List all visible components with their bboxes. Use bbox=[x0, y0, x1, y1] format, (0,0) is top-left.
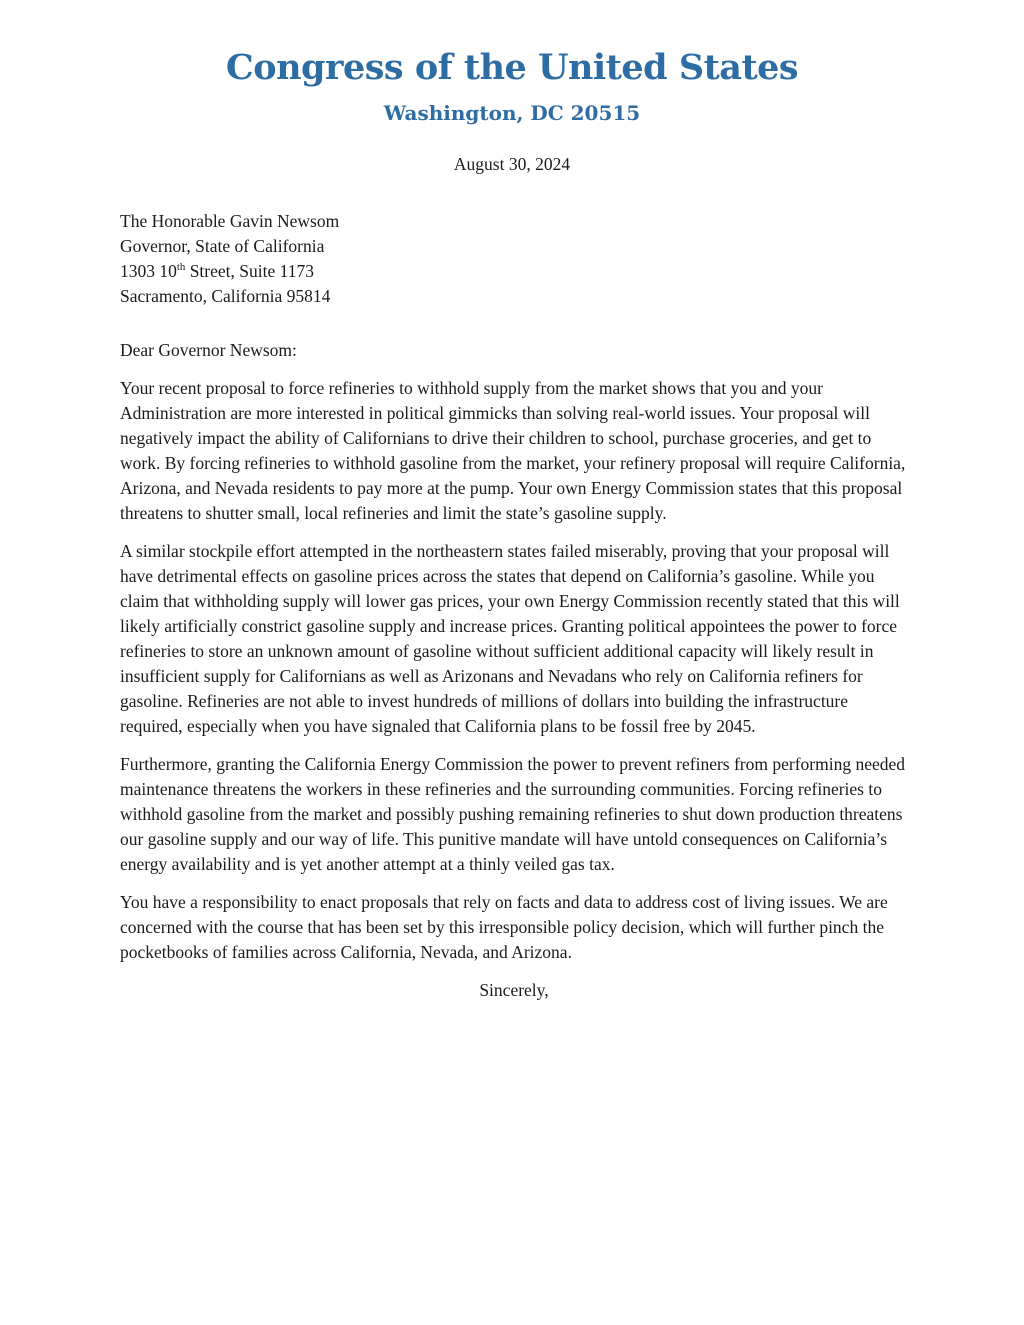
recipient-street-number: 1303 10 bbox=[120, 261, 177, 281]
recipient-street-rest: Street, Suite 1173 bbox=[185, 261, 314, 281]
body-paragraph-4: You have a responsibility to enact proposals that rely on facts and data to address cost of living issues. We are concerned with the course that has been set by this irresponsible policy decision, which will further pinch the pocketbooks of families across California, Nevada, and Arizona. bbox=[120, 892, 888, 962]
recipient-address-block bbox=[120, 209, 908, 309]
letter-date: August 30, 2024 bbox=[453, 154, 571, 174]
letterhead bbox=[0, 0, 1024, 125]
recipient-name: The Honorable Gavin Newsom bbox=[120, 211, 340, 231]
letterhead-subtitle: Washington, DC 20515 bbox=[383, 101, 641, 125]
recipient-street bbox=[120, 259, 908, 284]
body-paragraph-3: Furthermore, granting the California Energy Commission the power to prevent refiners from performing needed maintenance threatens the workers in these refineries and the surrounding communities. Forcing refineries to withhold gasoline from the market and possibly pushing remaining refineries to shut down production threatens our gasoline supply and our way of life. This punitive mandate will have untold consequences on California’s energy availability and is yet another attempt at a thinly veiled gas tax. bbox=[120, 754, 906, 874]
body-paragraph-1: Your recent proposal to force refineries to withhold supply from the market shows that you and your Administration are more interested in political gimmicks than solving real-world issues. Your proposal will negatively impact the ability of Californians to drive their children to school, purchase groceries, and get to work. By forcing refineries to withhold gasoline from the market, your refinery proposal will require California, Arizona, and Nevada residents to pay more at the pump. Your own Energy Commission states that this proposal threatens to shutter small, local refineries and limit the state’s gasoline supply. bbox=[120, 378, 906, 523]
salutation: Dear Governor Newsom: bbox=[120, 340, 297, 360]
body-paragraph-2: A similar stockpile effort attempted in the northeastern states failed miserably, proving that your proposal will have detrimental effects on gasoline prices across the states that depend on California’s gasoline. While you claim that withholding supply will lower gas prices, your own Energy Commission recently stated that this will likely artificially constrict gasoline supply and increase prices. Granting political appointees the power to force refineries to store an unknown amount of gasoline without sufficient additional capacity will likely result in insufficient supply for Californians as well as Arizonans and Nevadans who rely on California refiners for gasoline. Refineries are not able to invest hundreds of millions of dollars into building the infrastructure required, especially when you have signaled that California plans to be fossil free by 2045. bbox=[120, 541, 900, 736]
recipient-city: Sacramento, California 95814 bbox=[120, 286, 331, 306]
recipient-title: Governor, State of California bbox=[120, 236, 325, 256]
recipient-street-ordinal: th bbox=[176, 261, 186, 274]
letter-body bbox=[120, 209, 908, 1003]
letterhead-title: Congress of the United States bbox=[225, 47, 799, 88]
closing-salutation: Sincerely, bbox=[479, 980, 549, 1000]
